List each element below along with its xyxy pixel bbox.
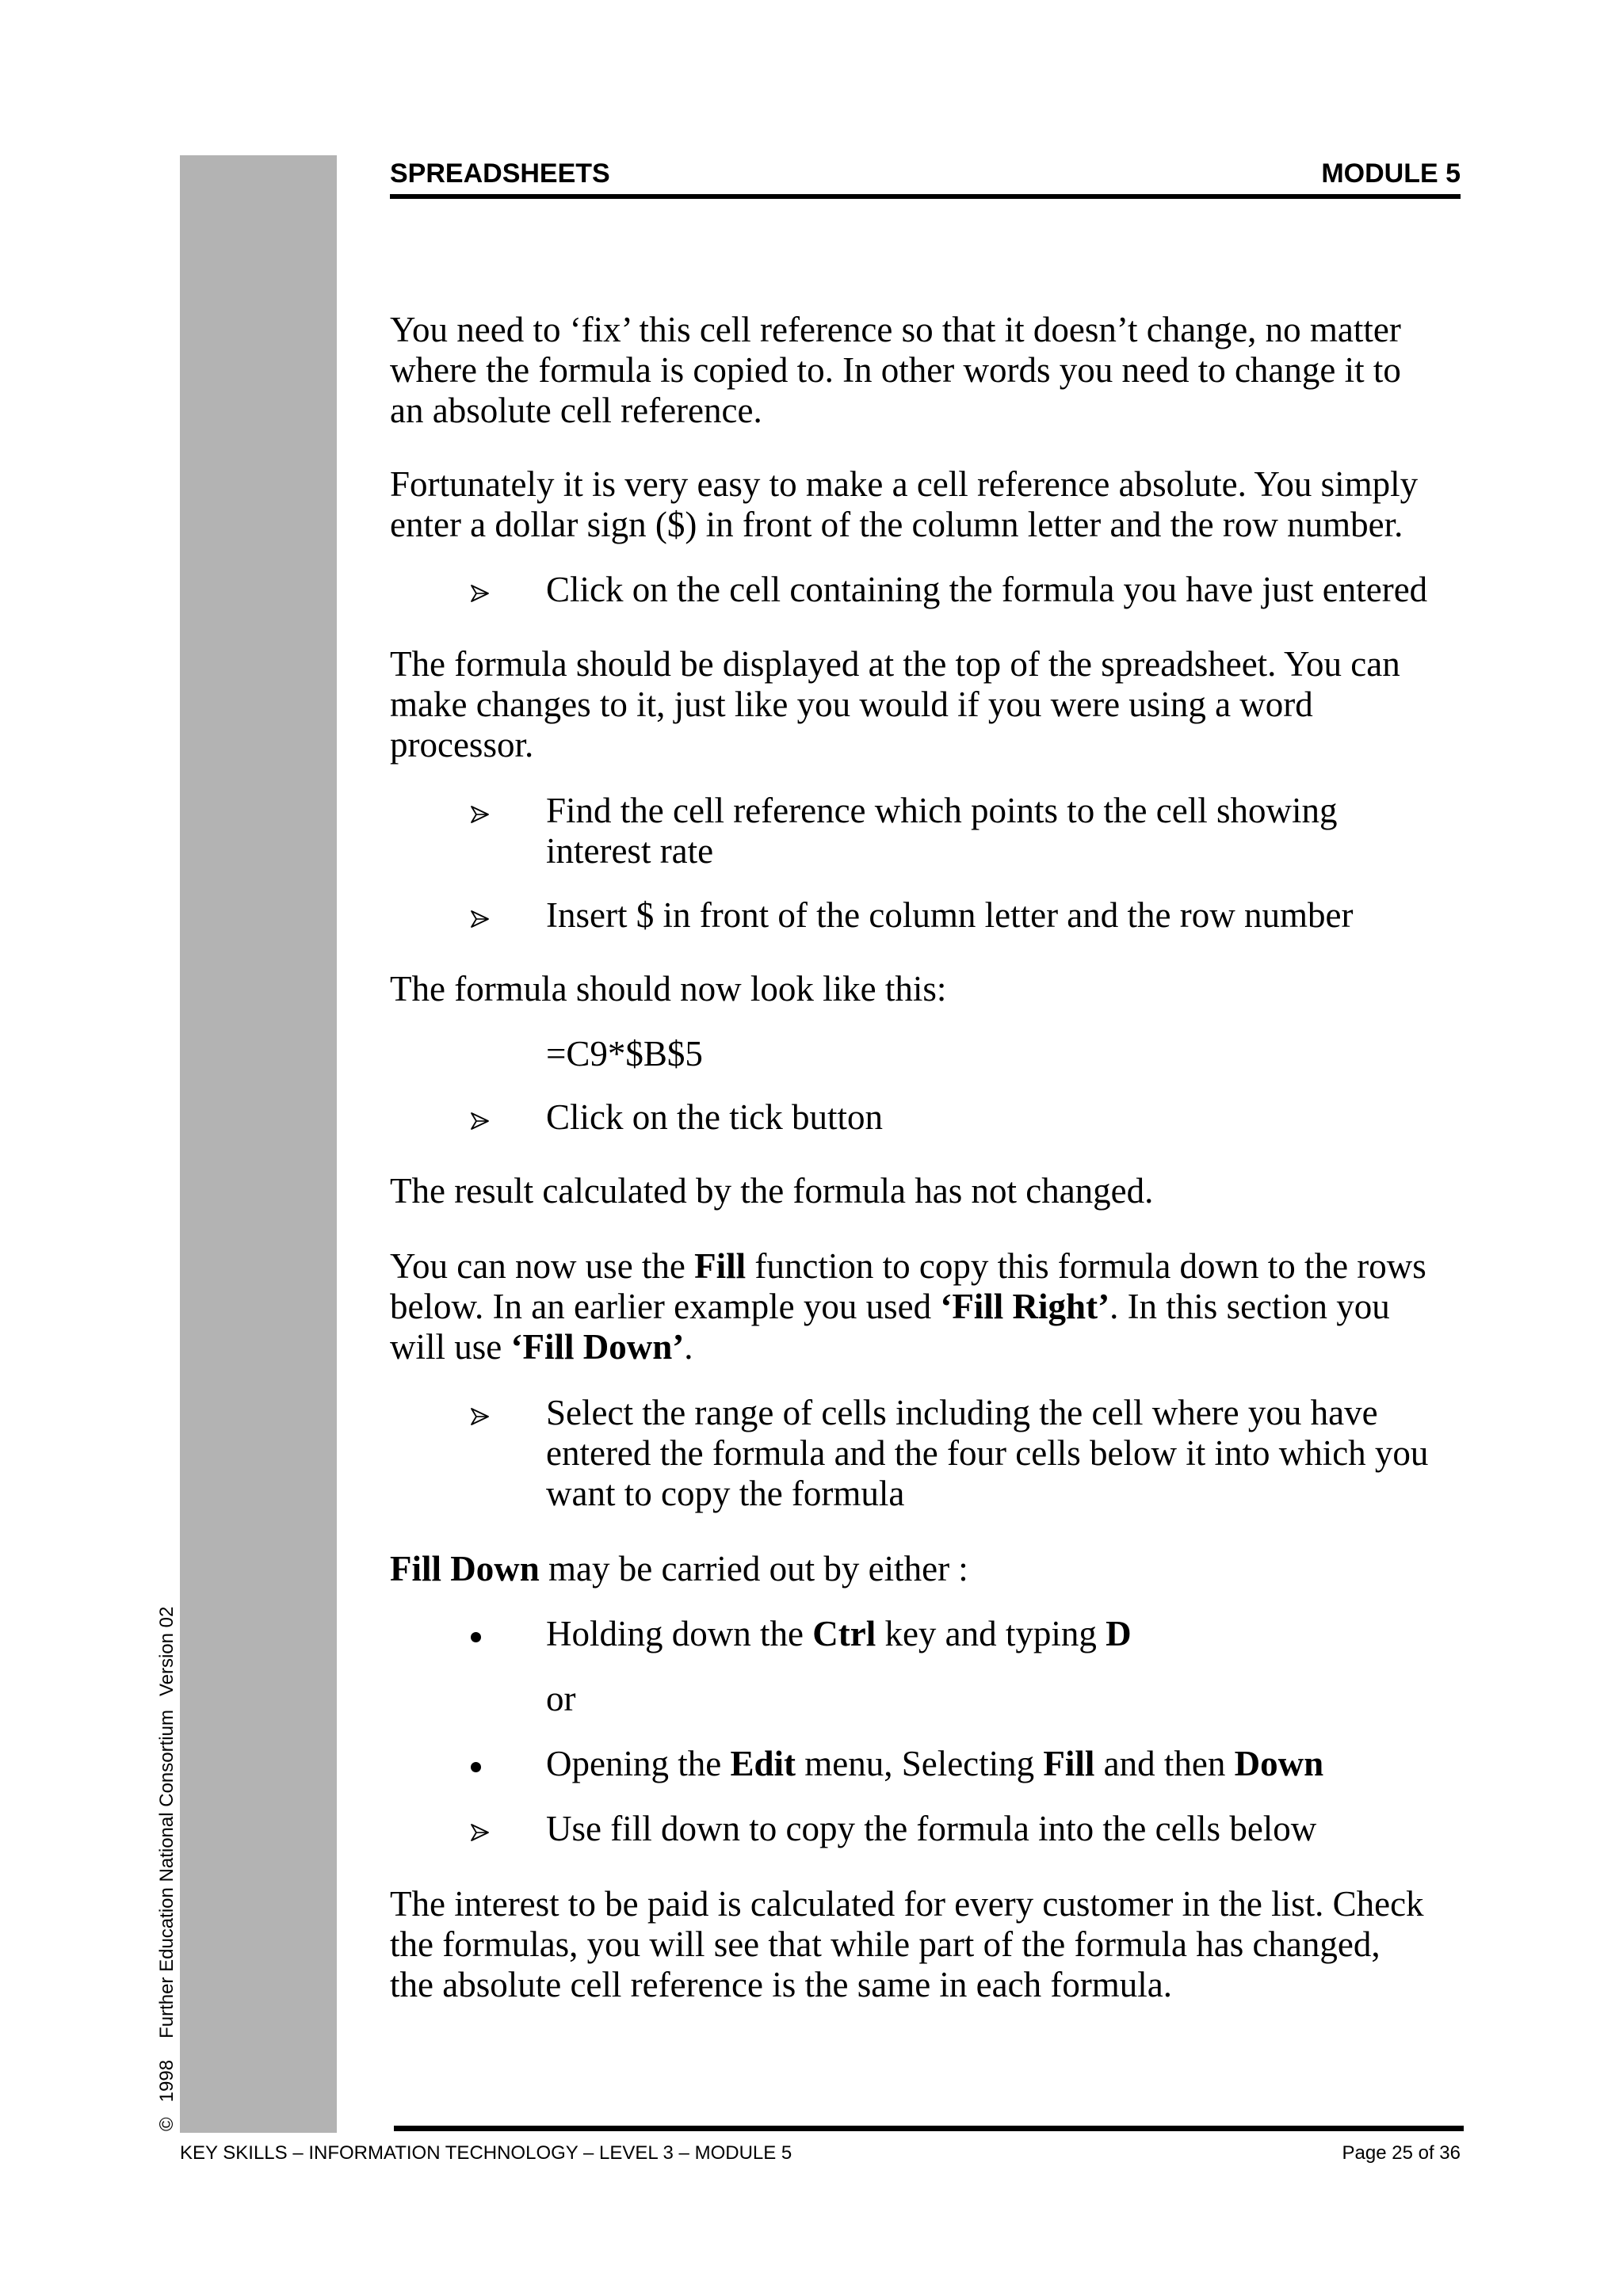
- copyright-symbol: ©: [156, 2117, 178, 2131]
- paragraph-line: [390, 1549, 968, 1589]
- paragraph-line: The formula should be displayed at the top of the spreadsheet. You can: [390, 644, 1400, 684]
- copyright-note: [156, 1607, 178, 2131]
- bold-term: ‘Fill Down’: [510, 1327, 685, 1367]
- margin-bar: [180, 155, 337, 2133]
- copyright-year: 1998: [156, 2059, 178, 2103]
- paragraph-line: enter a dollar sign ($) in front of the column letter and the row number.: [390, 505, 1403, 544]
- paragraph-line: where the formula is copied to. In other words you need to change it to: [390, 350, 1401, 390]
- header-rule: [390, 194, 1461, 199]
- bold-term: Fill: [694, 1246, 747, 1286]
- arrow-bullet-icon: [469, 583, 490, 604]
- step-text-line: Find the cell reference which points to the cell showing: [546, 791, 1338, 830]
- arrow-bullet-icon: [469, 909, 490, 929]
- formula-example: =C9*$B$5: [546, 1034, 703, 1074]
- bold-term: Ctrl: [812, 1614, 876, 1653]
- copyright-organisation: Further Education National Consortium: [156, 1710, 178, 2039]
- arrow-bullet-icon: [469, 1822, 490, 1843]
- bold-term: Edit: [730, 1744, 796, 1783]
- bold-term: ‘Fill Right’: [940, 1287, 1110, 1326]
- running-header-module: MODULE 5: [1321, 158, 1461, 189]
- option-line: [546, 1614, 1132, 1654]
- text-run: . In this section you: [1109, 1287, 1390, 1326]
- step-text-line: Use fill down to copy the formula into the cells below: [546, 1809, 1317, 1848]
- arrow-bullet-icon: [469, 1111, 490, 1131]
- text-run: below. In an earlier example you used: [390, 1287, 941, 1326]
- or-separator: or: [546, 1679, 576, 1718]
- arrow-bullet-icon: [469, 804, 490, 825]
- dot-bullet-icon: [471, 1632, 481, 1642]
- paragraph-line: [390, 1327, 693, 1367]
- option-line: [546, 1744, 1323, 1784]
- text-run: Holding down the: [546, 1614, 813, 1653]
- text-run: key and typing: [876, 1614, 1106, 1653]
- text-run: may be carried out by either :: [539, 1549, 968, 1589]
- text-run: menu, Selecting: [795, 1744, 1044, 1783]
- bold-term: Fill: [1043, 1744, 1095, 1783]
- text-run: Opening the: [546, 1744, 731, 1783]
- text-run: will use: [390, 1327, 511, 1367]
- bold-term: Fill Down: [390, 1549, 540, 1589]
- step-text-line: Insert $ in front of the column letter and the row number: [546, 895, 1354, 935]
- step-text-line: want to copy the formula: [546, 1474, 905, 1513]
- paragraph-line: You need to ‘fix’ this cell reference so that it doesn’t change, no matter: [390, 310, 1401, 349]
- paragraph-line: processor.: [390, 725, 534, 765]
- footer-rule: [394, 2126, 1464, 2131]
- text-run: You can now use the: [390, 1246, 695, 1286]
- arrow-bullet-icon: [469, 1406, 490, 1427]
- bold-term: Down: [1234, 1744, 1324, 1783]
- step-text-line: Click on the cell containing the formula you have just entered: [546, 570, 1428, 609]
- paragraph-line: Fortunately it is very easy to make a cell reference absolute. You simply: [390, 464, 1419, 504]
- paragraph-line: [390, 1246, 1426, 1287]
- step-text-line: Select the range of cells including the cell where you have: [546, 1393, 1378, 1432]
- paragraph-line: the formulas, you will see that while part of the formula has changed,: [390, 1924, 1381, 1964]
- footer-course-title: KEY SKILLS – INFORMATION TECHNOLOGY – LEVEL 3 – MODULE 5: [180, 2142, 792, 2164]
- text-run: and then: [1094, 1744, 1235, 1783]
- bold-term: D: [1106, 1614, 1132, 1653]
- running-header-title: SPREADSHEETS: [390, 158, 610, 189]
- step-text-line: entered the formula and the four cells below it into which you: [546, 1433, 1429, 1473]
- paragraph-line: an absolute cell reference.: [390, 391, 762, 430]
- dot-bullet-icon: [471, 1762, 481, 1772]
- paragraph-line: the absolute cell reference is the same in each formula.: [390, 1965, 1173, 2004]
- step-text-line: interest rate: [546, 831, 714, 871]
- paragraph-line: [390, 1287, 1390, 1327]
- footer-page-number: Page 25 of 36: [1342, 2142, 1461, 2164]
- text-run: .: [684, 1327, 693, 1367]
- document-version: Version 02: [156, 1606, 178, 1697]
- paragraph-line: The interest to be paid is calculated for every customer in the list. Check: [390, 1884, 1424, 1924]
- paragraph-line: The result calculated by the formula has not changed.: [390, 1171, 1154, 1211]
- paragraph-line: make changes to it, just like you would if you were using a word: [390, 685, 1313, 724]
- text-run: function to copy this formula down to the rows: [746, 1246, 1426, 1286]
- paragraph-line: The formula should now look like this:: [390, 969, 947, 1009]
- step-text-line: Click on the tick button: [546, 1097, 883, 1137]
